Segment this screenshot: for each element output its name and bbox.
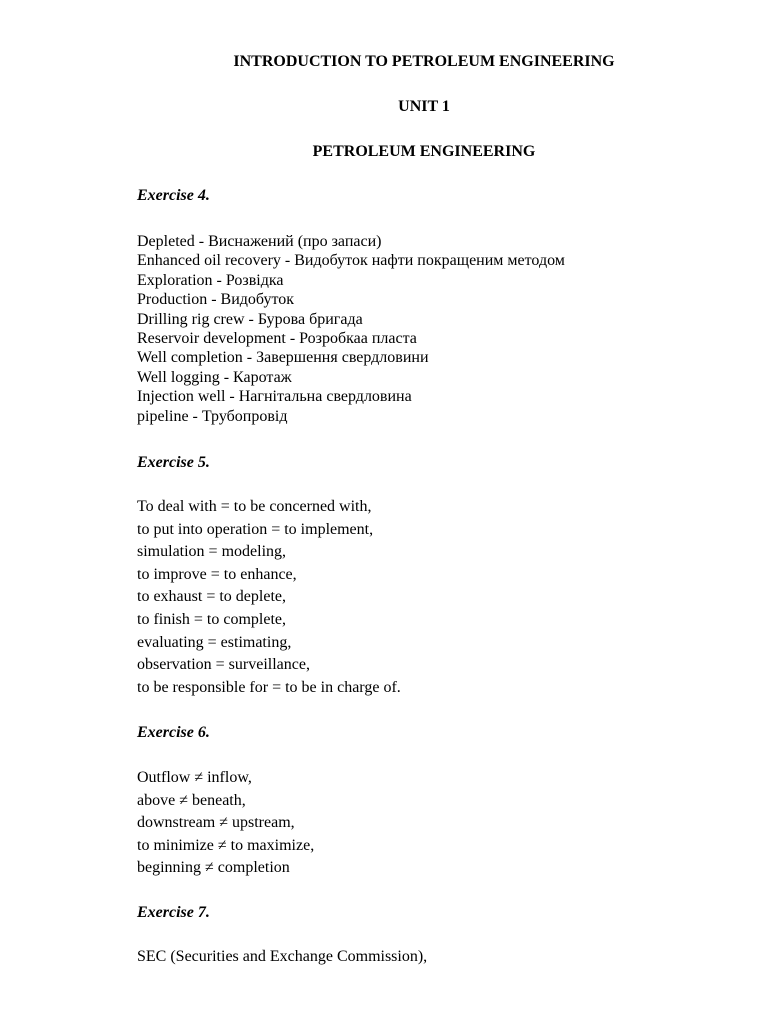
list-item: to put into operation = to implement,	[137, 520, 374, 538]
list-item: to improve = to enhance,	[137, 565, 297, 583]
exercise-7-title: Exercise 7.	[137, 904, 210, 921]
document-title: INTRODUCTION TO PETROLEUM ENGINEERING	[233, 53, 615, 70]
exercise-6-title: Exercise 6.	[137, 724, 210, 741]
unit-heading: UNIT 1	[398, 98, 450, 115]
exercise-4-list	[137, 232, 565, 426]
list-item: Well completion - Завершення свердловини	[137, 349, 429, 367]
list-item: Production - Видобуток	[137, 291, 295, 309]
list-item: beginning ≠ completion	[137, 859, 290, 877]
list-item: Exploration - Розвідка	[137, 271, 284, 289]
list-item: To deal with = to be concerned with,	[137, 498, 372, 515]
list-item: observation = surveillance,	[137, 656, 310, 674]
list-item: SEC (Securities and Exchange Commission),	[137, 948, 428, 965]
list-item: Drilling rig crew - Бурова бригада	[137, 310, 363, 328]
exercise-5-list	[137, 496, 401, 699]
list-item: Outflow ≠ inflow,	[137, 769, 252, 786]
list-item: Enhanced oil recovery - Видобуток нафти покращеним методом	[137, 252, 565, 270]
list-item: simulation = modeling,	[137, 543, 287, 561]
list-item: evaluating = estimating,	[137, 633, 292, 651]
list-item: to exhaust = to deplete,	[137, 588, 286, 606]
list-item: above ≠ beneath,	[137, 791, 246, 809]
section-heading: PETROLEUM ENGINEERING	[312, 143, 536, 160]
list-item: Reservoir development - Розробкаа пласта	[137, 330, 417, 348]
list-item: to be responsible for = to be in charge of.	[137, 678, 401, 696]
exercise-7-list	[137, 946, 427, 969]
list-item: to minimize ≠ to maximize,	[137, 836, 315, 854]
list-item: pipeline - Трубопровід	[137, 407, 288, 425]
exercise-6-list	[137, 767, 314, 880]
exercise-5-title: Exercise 5.	[137, 454, 210, 471]
list-item: Depleted - Виснажений (про запаси)	[137, 233, 382, 250]
list-item: to finish = to complete,	[137, 610, 286, 628]
exercise-4-title: Exercise 4.	[137, 187, 210, 204]
list-item: Injection well - Нагнітальна свердловина	[137, 388, 412, 406]
list-item: Well logging - Каротаж	[137, 368, 292, 386]
list-item: downstream ≠ upstream,	[137, 814, 295, 832]
